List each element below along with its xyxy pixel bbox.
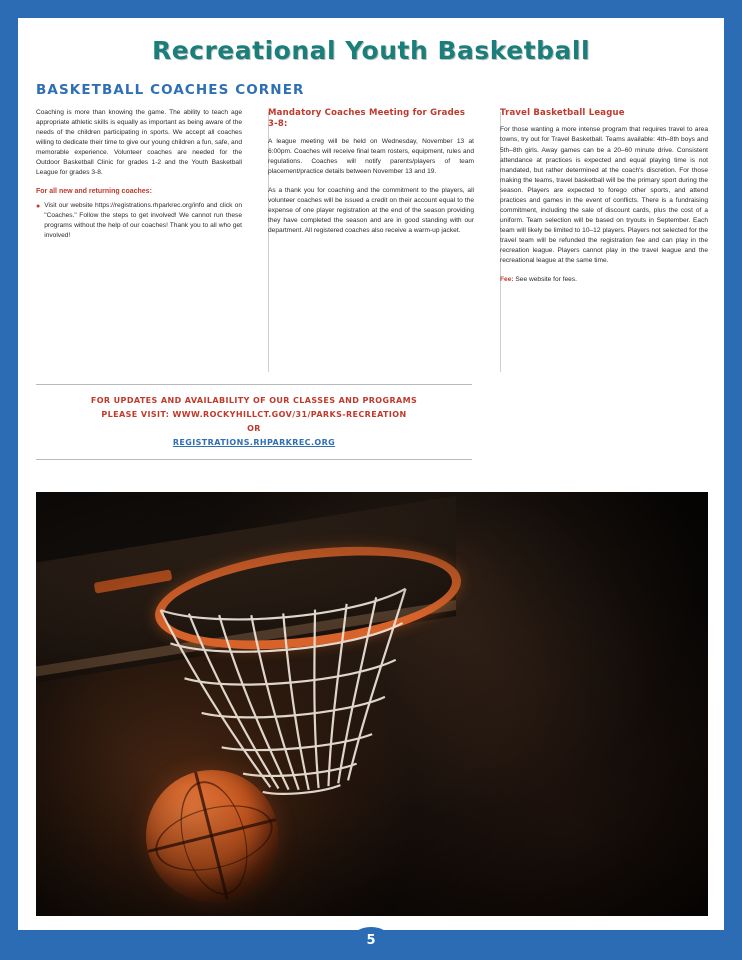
travel-league-fee xyxy=(500,275,708,285)
top-border-bar xyxy=(0,0,742,18)
left-border-rail xyxy=(0,18,18,930)
article-columns xyxy=(36,108,708,376)
photo-vignette xyxy=(36,492,708,916)
travel-league-paragraph: For those wanting a more intense program that requires travel to area towns, try out for Travel Basketball. Teams available: 4th–8th boys and 5th–8th girls. Away games can be a 20–60 minute drive. Consistent attendance at practices is expected and equal playing time is not mandated, but rather determined at the coach's discretion. For those making the teams, travel basketball will be the primary sport during the season. Players are expected to forego other sports, and attend practices and games in the event of conflicts. There is a fundraising commitment, including the sale of discount cards, plus the cost of a uniform. Team selection will be based on tryouts in September. Each team will likely be limited to 10–12 players. Players not selected for the travel team will be refunded the registration fee and can play in the recreation league. Players cannot play in the travel league and the recreational league at the same time. xyxy=(500,126,708,264)
list-item xyxy=(36,201,242,241)
notice-line-2[interactable]: PLEASE VISIT: WWW.ROCKYHILLCT.GOV/31/PARKS-RECREATION xyxy=(101,410,407,419)
section-heading: BASKETBALL COACHES CORNER xyxy=(36,82,305,98)
page-number: 5 xyxy=(351,927,391,953)
fee-value: See website for fees. xyxy=(515,275,577,283)
coaches-meeting-paragraph-1: A league meeting will be held on Wednesday, November 13 at 6:00pm. Coaches will receive final team rosters, equipment, rules and regulations. Coaches will notify parents/players of team placement/practice details between November 13 and 19. xyxy=(268,137,474,175)
coaches-subheading: For all new and returning coaches: xyxy=(36,188,152,196)
coaches-meeting-paragraph-2: As a thank you for coaching and the commitment to the players, all volunteer coaches will be issued a credit on their account equal to the expense of one player registration at the end of the season providing they have completed the season and are in good standing with our department. All registered coaches also receive a warm-up jacket. xyxy=(268,187,474,235)
column-travel-league xyxy=(500,108,708,285)
page-title: Recreational Youth Basketball xyxy=(151,36,591,65)
coaches-bullet-text[interactable]: Visit our website https://registrations.rhparkrec.org/info and click on "Coaches." Follow the steps to get involved! We cannot run these programs without the help of our coaches! Thank you to all who get involved! xyxy=(44,201,242,239)
column-coaches-meeting xyxy=(268,108,474,245)
travel-league-heading: Travel Basketball League xyxy=(500,108,625,118)
updates-notice-box xyxy=(36,384,472,460)
notice-line-1: FOR UPDATES AND AVAILABILITY OF OUR CLASSES AND PROGRAMS xyxy=(90,396,418,405)
notice-registration-link[interactable]: REGISTRATIONS.RHPARKREC.ORG xyxy=(172,438,336,447)
coaches-meeting-heading: Mandatory Coaches Meeting for Grades 3-8: xyxy=(268,108,466,130)
right-border-rail xyxy=(724,18,742,930)
basketball-photo xyxy=(36,492,708,916)
coaches-corner-paragraph: Coaching is more than knowing the game. The ability to teach age appropriate athletic skills is equally as important as being aware of the needs of the children participating in sports. We accept all coaches willing to dedicate their time to give our young children a fun, safe, and memorable experience. Volunteer coaches are needed for the Outdoor Basketball Clinic for grades 1-2 and the Youth Basketball League for grades 3-8. xyxy=(36,109,242,177)
bullet-icon: ● xyxy=(36,202,41,210)
fee-label: Fee: xyxy=(500,275,514,283)
column-coaches-corner xyxy=(36,108,242,241)
notice-line-3: OR xyxy=(247,424,261,433)
